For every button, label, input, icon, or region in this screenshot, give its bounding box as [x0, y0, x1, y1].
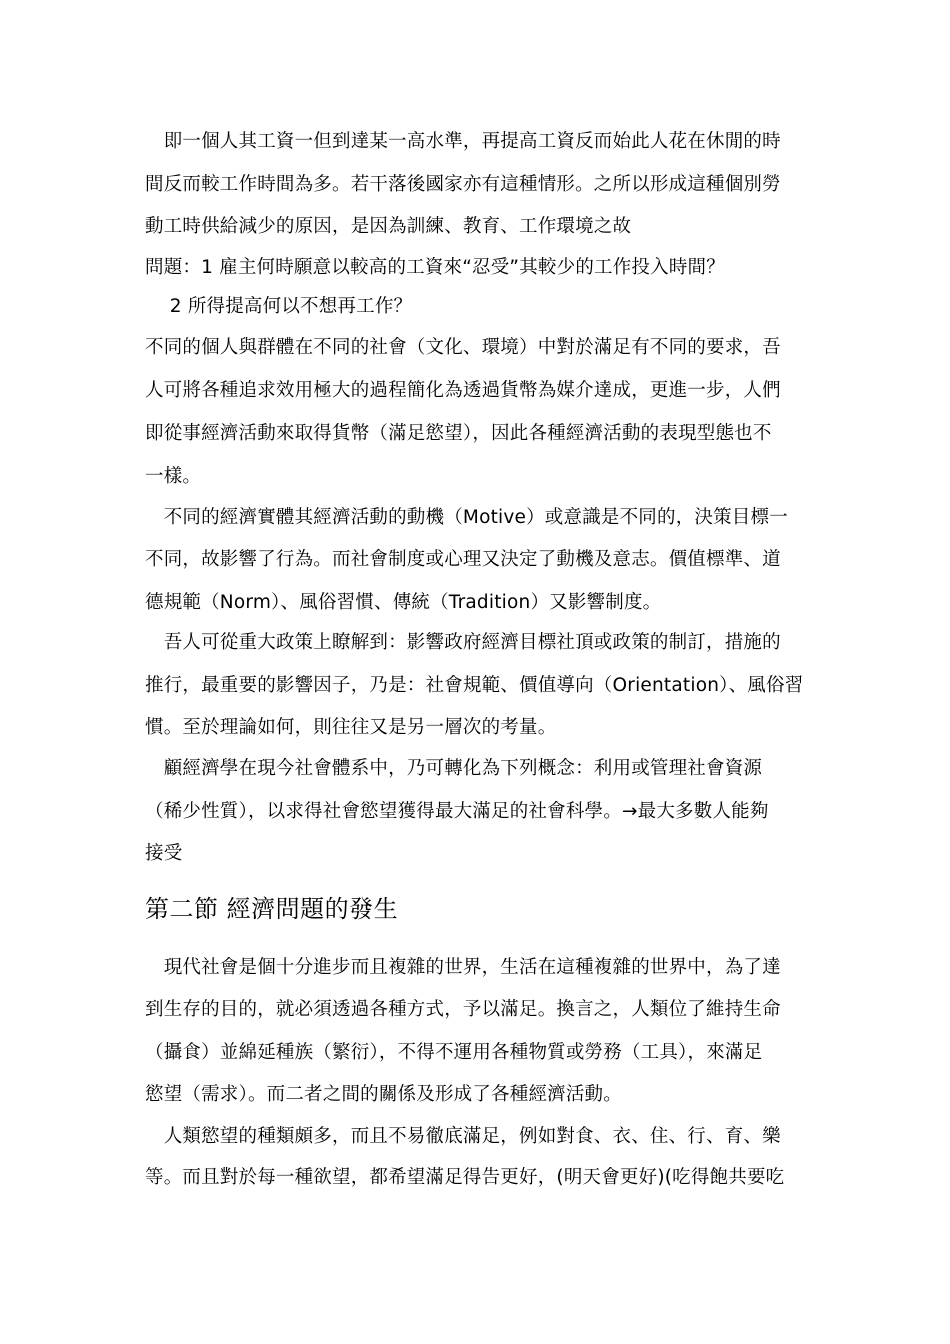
paragraph-line: 人類慾望的種類頗多，而且不易徹底滿足，例如對食、衣、住、行、育、樂 [145, 1126, 781, 1147]
paragraph-line: 動工時供給減少的原因，是因為訓練、教育、工作環境之故 [145, 216, 632, 237]
paragraph-line: 慾望（需求）。而二者之間的關係及形成了各種經濟活動。 [145, 1084, 622, 1105]
paragraph-line: 人可將各種追求效用極大的過程簡化為透過貨幣為媒介達成，更進一步，人們 [145, 380, 781, 401]
paragraph-line: （稀少性質），以求得社會慾望獲得最大滿足的社會科學。→最大多數人能夠 [145, 801, 769, 822]
paragraph-line: （攝食）並綿延種族（繁衍），不得不運用各種物質或勞務（工具），來滿足 [145, 1042, 763, 1063]
question-line: 問題：1 雇主何時願意以較高的工資來“忍受”其較少的工作投入時間？ [145, 257, 725, 278]
paragraph-line: 慣。至於理論如何，則往往又是另一層次的考量。 [145, 717, 557, 738]
paragraph-line: 不同的經濟實體其經濟活動的動機（Motive）或意識是不同的，決策目標一 [145, 507, 788, 528]
paragraph-line: 不同的個人與群體在不同的社會（文化、環境）中對於滿足有不同的要求，吾 [145, 337, 781, 358]
paragraph-line: 一樣。 [145, 466, 202, 487]
paragraph-line: 即一個人其工資一但到達某一高水準，再提高工資反而始此人花在休閒的時 [145, 131, 781, 152]
question-line: 2 所得提高何以不想再工作？ [145, 296, 413, 317]
paragraph-line: 接受 [145, 843, 183, 864]
paragraph-line: 德規範（Norm）、風俗習慣、傳統（Tradition）又影響制度。 [145, 592, 662, 613]
paragraph-line: 推行，最重要的影響因子，乃是：社會規範、價值導向（Orientation）、風俗習 [145, 675, 804, 696]
paragraph-line: 現代社會是個十分進步而且複雜的世界，生活在這種複雜的世界中，為了達 [145, 957, 781, 978]
paragraph-line: 間反而較工作時間為多。若干落後國家亦有這種情形。之所以形成這種個別勞 [145, 174, 781, 195]
paragraph-line: 不同，故影響了行為。而社會制度或心理又決定了動機及意志。價值標準、道 [145, 549, 781, 570]
paragraph-line: 等。而且對於每一種欲望，都希望滿足得告更好，(明天會更好)(吃得飽共要吃 [145, 1167, 785, 1188]
paragraph-line: 吾人可從重大政策上瞭解到：影響政府經濟目標社頂或政策的制訂，措施的 [145, 632, 781, 653]
paragraph-line: 即從事經濟活動來取得貨幣（滿足慾望），因此各種經濟活動的表現型態也不 [145, 423, 772, 444]
paragraph-line: 到生存的目的，就必須透過各種方式，予以滿足。換言之，人類位了維持生命 [145, 999, 781, 1020]
section-heading: 第二節 經濟問題的發生 [145, 895, 399, 923]
paragraph-line: 顧經濟學在現今社會體系中，乃可轉化為下列概念：利用或管理社會資源 [145, 758, 763, 779]
